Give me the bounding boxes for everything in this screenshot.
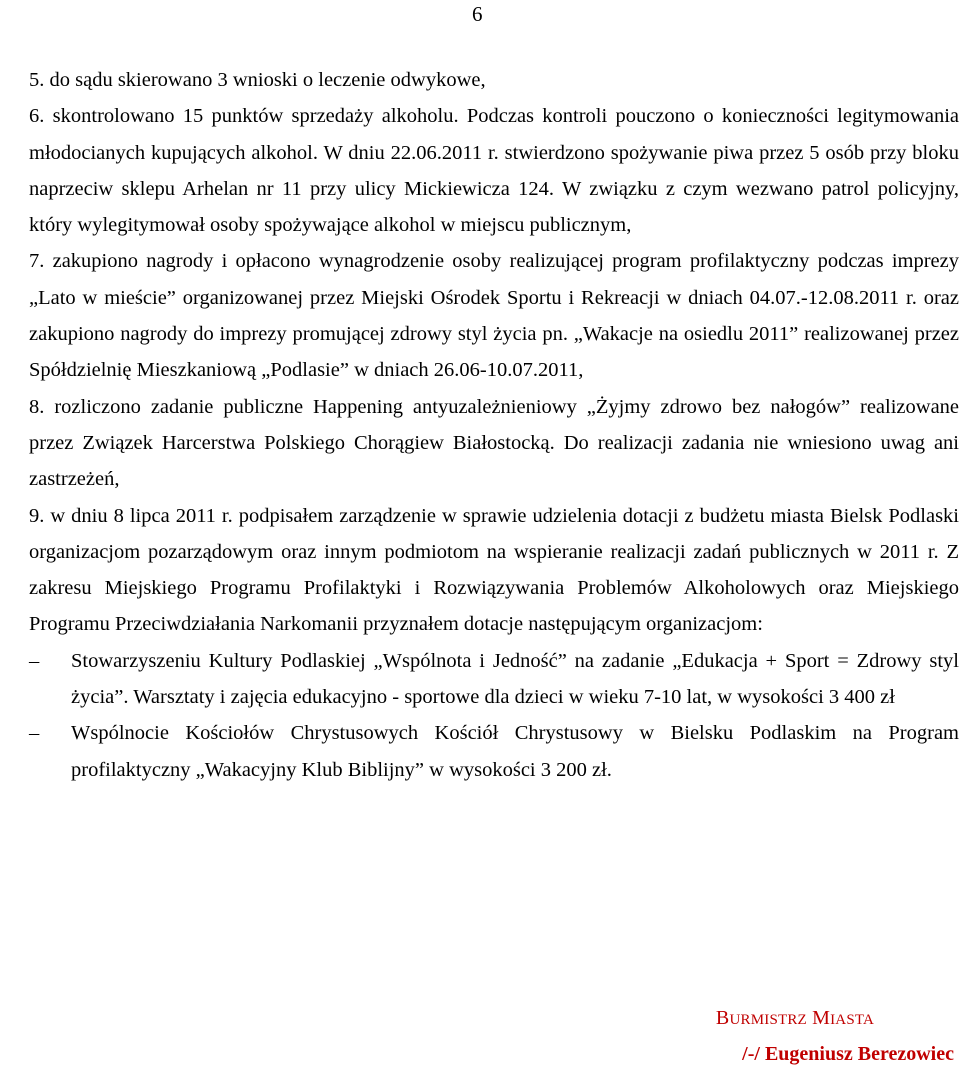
list-item-text: w dniu 8 lipca 2011 r. podpisałem zarządzenie w sprawie udzielenia dotacji z budżetu miasta Bielsk Podlaski organizacjom pozarządowym oraz innym podmiotom na wspieranie realizacji zadań publicznych w 2011 r. Z zakresu Miejskiego Programu Profilaktyki i Rozwiązywania Problemów Alkoholowych oraz Miejskiego Programu Przeciwdziałania Narkomanii przyznałem dotacje następującym organizacjom: (29, 504, 959, 636)
signature-title-initial: M (812, 1007, 831, 1029)
grant-item (29, 715, 959, 788)
grant-item-text: Wspólnocie Kościołów Chrystusowych Kościół Chrystusowy w Bielsku Podlaskim na Program profilaktyczny „Wakacyjny Klub Biblijny” w wysokości 3 200 zł. (71, 722, 959, 781)
document-body (29, 62, 959, 788)
grant-list (29, 643, 959, 788)
signature-title-word: IASTA (830, 1012, 875, 1028)
grant-item (29, 643, 959, 716)
page-number: 6 (472, 2, 483, 26)
list-item-8 (29, 389, 959, 498)
list-item-number: 8. (29, 395, 45, 418)
dash-bullet: – (29, 722, 40, 745)
list-item-number: 7. (29, 250, 45, 273)
signature-title-initial: B (715, 1007, 730, 1029)
signature-block (680, 1004, 954, 1065)
list-item-number: 6. (29, 105, 45, 128)
grant-item-text: Stowarzyszeniu Kultury Podlaskiej „Wspólnota i Jedność” na zadanie „Edukacja + Sport = Zdrowy styl życia”. Warsztaty i zajęcia edukacyjno - sportowe dla dzieci w wieku 7-10 lat, w wysokości 3 400 zł (71, 649, 959, 709)
signature-name: /-/ Eugeniusz Berezowiec (742, 1043, 954, 1065)
list-item-number: 9. (29, 504, 45, 527)
dash-bullet: – (29, 649, 40, 672)
list-item-text: skontrolowano 15 punktów sprzedaży alkoholu. Podczas kontroli pouczono o konieczności legitymowania młodocianych kupujących alkohol. W dniu 22.06.2011 r. stwierdzono spożywanie piwa przez 5 osób przy bloku naprzeciw sklepu Arhelan nr 11 przy ulicy Mickiewicza 124. W związku z czym wezwano patrol policyjny, który wylegitymował osoby spożywające alkohol w miejscu publicznym, (29, 105, 960, 237)
list-item-text: rozliczono zadanie publiczne Happening antyuzależnieniowy „Żyjmy zdrowo bez nałogów” realizowane przez Związek Harcerstwa Polskiego Chorągiew Białostocką. Do realizacji zadania nie wniesiono uwag ani zastrzeżeń, (29, 395, 960, 491)
list-item-7 (29, 243, 959, 388)
list-item-text: zakupiono nagrody i opłacono wynagrodzenie osoby realizującej program profilaktyczny podczas imprezy „Lato w mieście” organizowanej przez Miejski Ośrodek Sportu i Rekreacji w dniach 04.07.-12.08.2011 r. oraz zakupiono nagrody do imprezy promującej zdrowy styl życia pn. „Wakacje na osiedlu 2011” realizowanej przez Spółdzielnię Mieszkaniową „Podlasie” w dniach 26.06-10.07.2011, (29, 250, 960, 382)
list-item-number: 5. (29, 69, 45, 91)
list-item-text: do sądu skierowano 3 wnioski o leczenie odwykowe, (49, 69, 486, 91)
list-item-5 (29, 62, 959, 98)
list-item-6 (29, 98, 959, 243)
signature-title (680, 1004, 910, 1034)
signature-title-word: URMISTRZ (729, 1012, 807, 1028)
list-item-9 (29, 498, 959, 643)
